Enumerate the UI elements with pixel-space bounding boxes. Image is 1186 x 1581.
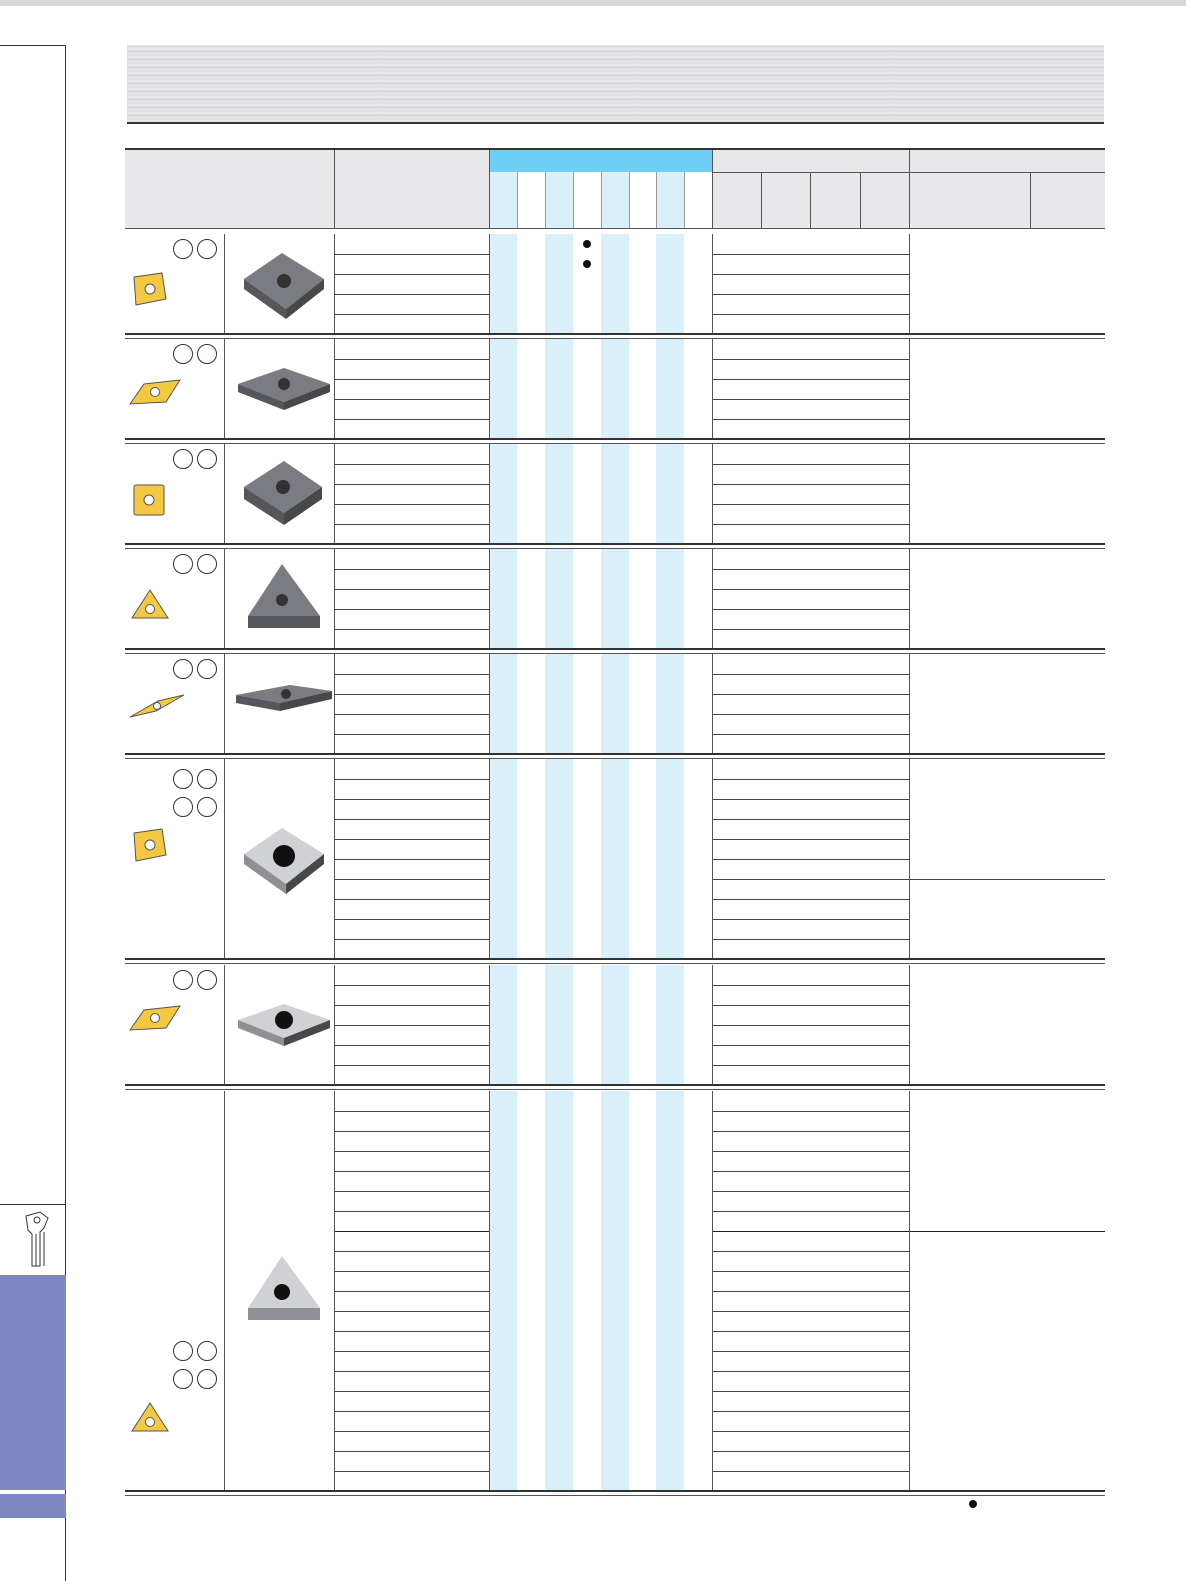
row-divider	[712, 589, 909, 590]
grade-stripe	[601, 549, 629, 649]
grade-stripe	[545, 549, 573, 649]
row-divider	[712, 359, 909, 360]
grade-stripe	[545, 339, 573, 439]
code-circle	[173, 449, 193, 469]
grade-stripe	[545, 444, 573, 544]
grade-stripe	[489, 1091, 517, 1491]
grade-stripe	[489, 339, 517, 439]
group-bottom-rule	[125, 958, 1105, 960]
row-divider	[334, 985, 489, 986]
grade-stripe	[545, 1091, 573, 1491]
insert-shape-icon	[128, 271, 188, 316]
row-divider	[334, 274, 489, 275]
grade-stripe	[601, 444, 629, 544]
row-divider	[334, 839, 489, 840]
code-circle	[197, 344, 217, 364]
row-divider	[334, 629, 489, 630]
row-divider	[334, 314, 489, 315]
row-divider	[712, 1191, 909, 1192]
grade-stripe	[601, 234, 629, 334]
row-divider	[712, 985, 909, 986]
grade-stripe	[489, 549, 517, 649]
column-divider	[909, 1091, 910, 1491]
code-circle	[173, 1341, 193, 1361]
stock-dot	[583, 260, 591, 268]
row-divider	[334, 464, 489, 465]
row-divider	[712, 294, 909, 295]
insert-photo	[234, 344, 334, 439]
row-divider	[334, 899, 489, 900]
row-divider	[712, 1471, 909, 1472]
column-divider	[224, 444, 225, 544]
grade-stripe	[656, 444, 684, 544]
grade-stripe	[545, 234, 573, 334]
code-circle	[197, 239, 217, 259]
column-divider	[909, 654, 910, 754]
side-index-tab[interactable]	[0, 1275, 66, 1490]
row-divider	[334, 1111, 489, 1112]
row-divider	[712, 419, 909, 420]
code-circle	[197, 769, 217, 789]
grade-stripe	[601, 654, 629, 754]
row-divider	[712, 714, 909, 715]
side-panel	[0, 45, 65, 1205]
row-divider	[712, 1025, 909, 1026]
insert-photo	[234, 554, 334, 649]
row-divider	[712, 1251, 909, 1252]
row-divider	[712, 274, 909, 275]
row-divider	[334, 609, 489, 610]
insert-photo	[234, 814, 334, 909]
row-divider	[712, 1111, 909, 1112]
grade-stripe	[656, 759, 684, 959]
row-divider	[712, 674, 909, 675]
row-divider	[712, 1411, 909, 1412]
row-divider	[334, 799, 489, 800]
row-divider	[712, 1271, 909, 1272]
row-divider	[712, 779, 909, 780]
stock-dot	[583, 240, 591, 248]
insert-photo	[234, 239, 334, 334]
row-divider	[712, 629, 909, 630]
column-divider	[489, 339, 490, 439]
insert-shape-icon	[128, 827, 188, 872]
grade-stripe	[489, 444, 517, 544]
side-index-tab-lower[interactable]	[0, 1494, 66, 1518]
row-divider	[712, 1045, 909, 1046]
grade-stripe	[545, 759, 573, 959]
group-top-rule	[125, 963, 1105, 964]
row-divider	[334, 294, 489, 295]
row-divider	[334, 359, 489, 360]
code-circle	[173, 659, 193, 679]
column-divider	[489, 444, 490, 544]
grade-stripe	[656, 1091, 684, 1491]
column-divider	[334, 234, 335, 334]
row-divider	[712, 734, 909, 735]
column-divider	[334, 965, 335, 1085]
column-divider	[712, 965, 713, 1085]
row-divider	[712, 524, 909, 525]
column-divider	[489, 654, 490, 754]
row-divider	[712, 839, 909, 840]
row-divider	[334, 734, 489, 735]
code-circle	[173, 554, 193, 574]
insert-photo	[234, 980, 334, 1075]
sub-divider	[334, 1231, 489, 1232]
column-divider	[909, 339, 910, 439]
row-divider	[334, 569, 489, 570]
row-divider	[712, 1211, 909, 1212]
code-circle	[173, 797, 193, 817]
column-divider	[224, 1091, 225, 1491]
row-divider	[334, 1451, 489, 1452]
grade-stripe	[601, 339, 629, 439]
row-divider	[334, 714, 489, 715]
row-divider	[334, 1311, 489, 1312]
row-divider	[334, 1271, 489, 1272]
row-divider	[334, 1045, 489, 1046]
top-bar	[0, 0, 1186, 6]
row-divider	[712, 569, 909, 570]
row-divider	[712, 1311, 909, 1312]
insert-photo	[234, 1246, 334, 1341]
row-divider	[712, 1291, 909, 1292]
column-divider	[909, 759, 910, 959]
row-divider	[334, 1211, 489, 1212]
row-divider	[712, 314, 909, 315]
code-circle	[197, 449, 217, 469]
column-divider	[489, 759, 490, 959]
row-divider	[334, 419, 489, 420]
column-divider	[909, 234, 910, 334]
code-circle	[197, 554, 217, 574]
grade-header	[489, 150, 712, 172]
grade-stripe	[489, 759, 517, 959]
row-divider	[334, 254, 489, 255]
row-divider	[712, 939, 909, 940]
row-divider	[334, 694, 489, 695]
column-divider	[909, 965, 910, 1085]
row-divider	[334, 504, 489, 505]
row-divider	[712, 399, 909, 400]
column-divider	[224, 654, 225, 754]
grade-stripe	[489, 654, 517, 754]
row-divider	[712, 899, 909, 900]
row-divider	[712, 504, 909, 505]
row-divider	[334, 1005, 489, 1006]
insert-shape-icon	[128, 376, 188, 421]
row-divider	[334, 1351, 489, 1352]
header-banner	[127, 45, 1104, 124]
column-divider	[334, 444, 335, 544]
row-divider	[334, 379, 489, 380]
row-divider	[712, 919, 909, 920]
row-divider	[334, 819, 489, 820]
row-divider	[334, 859, 489, 860]
row-divider	[712, 1131, 909, 1132]
sub-divider	[909, 879, 1105, 880]
grade-stripe	[545, 965, 573, 1085]
column-divider	[224, 549, 225, 649]
group-bottom-rule	[125, 1490, 1105, 1492]
row-divider	[712, 859, 909, 860]
code-circle	[173, 769, 193, 789]
row-divider	[712, 1151, 909, 1152]
row-divider	[712, 1351, 909, 1352]
row-divider	[334, 1151, 489, 1152]
turning-tool-icon	[22, 1210, 58, 1270]
grade-stripe	[656, 549, 684, 649]
group-top-rule	[125, 1495, 1105, 1496]
column-divider	[712, 759, 713, 959]
row-divider	[334, 919, 489, 920]
grade-stripe	[601, 965, 629, 1085]
column-divider	[489, 965, 490, 1085]
code-circle	[173, 1369, 193, 1389]
column-divider	[712, 444, 713, 544]
row-divider	[334, 1171, 489, 1172]
code-circle	[173, 970, 193, 990]
column-divider	[489, 234, 490, 334]
insert-photo	[234, 449, 334, 544]
grade-stripe	[489, 234, 517, 334]
row-divider	[712, 254, 909, 255]
row-divider	[712, 1371, 909, 1372]
column-divider	[909, 549, 910, 649]
grade-stripe	[656, 339, 684, 439]
grade-stripe	[656, 654, 684, 754]
row-divider	[712, 1331, 909, 1332]
grade-stripe	[656, 965, 684, 1085]
row-divider	[712, 879, 909, 880]
row-divider	[712, 1431, 909, 1432]
row-divider	[334, 1191, 489, 1192]
row-divider	[712, 379, 909, 380]
row-divider	[334, 1025, 489, 1026]
column-divider	[224, 759, 225, 959]
grade-stripe	[489, 965, 517, 1085]
row-divider	[334, 939, 489, 940]
group-top-rule	[125, 1089, 1105, 1090]
row-divider	[334, 484, 489, 485]
row-divider	[334, 1065, 489, 1066]
group-bottom-rule	[125, 1084, 1105, 1086]
column-divider	[334, 549, 335, 649]
code-circle	[173, 239, 193, 259]
grade-stripe	[601, 1091, 629, 1491]
column-divider	[489, 1091, 490, 1491]
row-divider	[712, 1065, 909, 1066]
row-divider	[334, 1431, 489, 1432]
row-divider	[334, 1371, 489, 1372]
row-divider	[712, 484, 909, 485]
code-circle	[197, 970, 217, 990]
grade-stripe	[656, 234, 684, 334]
row-divider	[334, 879, 489, 880]
column-divider	[224, 965, 225, 1085]
code-circle	[197, 659, 217, 679]
row-divider	[712, 464, 909, 465]
row-divider	[334, 1411, 489, 1412]
column-divider	[712, 654, 713, 754]
column-divider	[224, 339, 225, 439]
row-divider	[712, 1171, 909, 1172]
column-divider	[334, 1091, 335, 1491]
column-divider	[334, 759, 335, 959]
code-circle	[173, 344, 193, 364]
insert-shape-icon	[128, 481, 188, 526]
code-circle	[197, 1341, 217, 1361]
row-divider	[334, 399, 489, 400]
insert-shape-icon	[128, 586, 188, 631]
row-divider	[712, 1391, 909, 1392]
row-divider	[334, 779, 489, 780]
row-divider	[712, 819, 909, 820]
grade-stripe	[545, 654, 573, 754]
row-divider	[712, 694, 909, 695]
column-divider	[712, 1091, 713, 1491]
column-divider	[334, 339, 335, 439]
row-divider	[334, 1471, 489, 1472]
grade-stripe	[601, 759, 629, 959]
row-divider	[712, 1451, 909, 1452]
row-divider	[712, 609, 909, 610]
row-divider	[712, 799, 909, 800]
column-divider	[712, 339, 713, 439]
row-divider	[334, 589, 489, 590]
column-divider	[489, 549, 490, 649]
legend-stock-dot	[969, 1500, 977, 1508]
column-divider	[909, 444, 910, 544]
row-divider	[334, 1251, 489, 1252]
row-divider	[712, 1005, 909, 1006]
row-divider	[334, 1391, 489, 1392]
row-divider	[334, 1291, 489, 1292]
row-divider	[334, 1331, 489, 1332]
code-circle	[197, 1369, 217, 1389]
column-divider	[224, 234, 225, 334]
insert-photo	[234, 659, 334, 754]
column-divider	[712, 234, 713, 334]
row-divider	[334, 674, 489, 675]
column-divider	[334, 654, 335, 754]
insert-shape-icon	[128, 1002, 188, 1047]
code-circle	[197, 797, 217, 817]
insert-shape-icon	[128, 691, 188, 736]
row-divider	[334, 524, 489, 525]
row-divider	[334, 1131, 489, 1132]
column-divider	[712, 549, 713, 649]
insert-shape-icon	[128, 1399, 188, 1444]
